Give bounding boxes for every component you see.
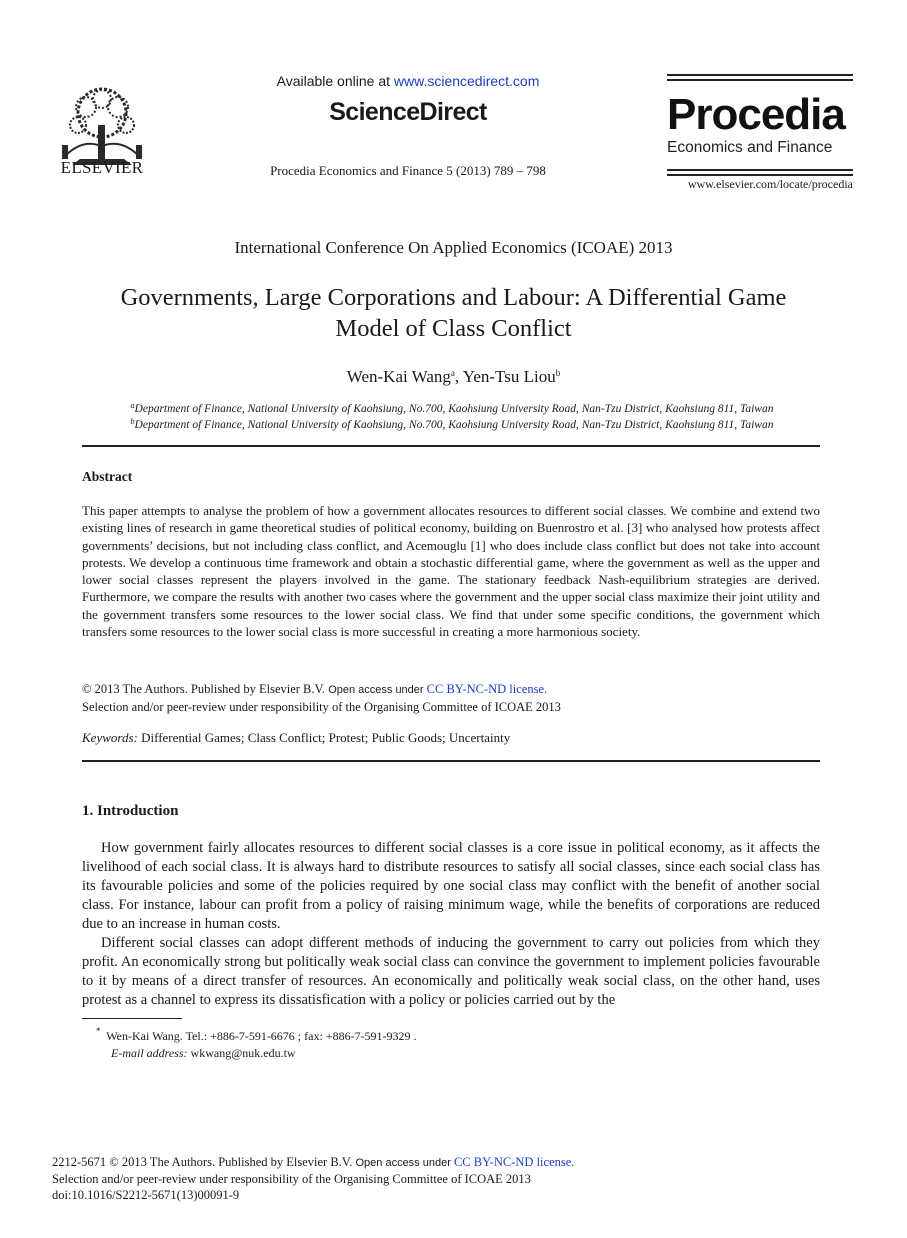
abstract-rule-bottom — [82, 760, 820, 762]
sciencedirect-link[interactable]: www.sciencedirect.com — [393, 73, 540, 89]
keywords — [82, 730, 820, 746]
author-name: Wen-Kai Wang — [346, 367, 451, 386]
footnote-marker: * — [96, 1026, 101, 1036]
copyright-text: © 2013 The Authors. Published by Elsevier B.V. — [82, 682, 329, 696]
affil-marker: a — [130, 401, 135, 410]
affil-text: Department of Finance, National University of Kaohsiung, No.700, Kaohsiung University Road, Nan-Tzu District, Kaohsiung 811, Taiwan — [134, 403, 774, 415]
keywords-list: Differential Games; Class Conflict; Protest; Public Goods; Uncertainty — [137, 730, 511, 745]
abstract-heading: Abstract — [82, 469, 133, 484]
email-label: E-mail address: — [111, 1046, 188, 1060]
author-affil-marker: b — [555, 368, 561, 378]
conference-name: International Conference On Applied Economics (ICOAE) 2013 — [234, 238, 673, 257]
affil-text: Department of Finance, National University of Kaohsiung, No.700, Kaohsiung University Road, Nan-Tzu District, Kaohsiung 811, Taiwan — [134, 419, 774, 431]
author-name: Yen-Tsu Liou — [462, 367, 556, 386]
sciencedirect-logo: ScienceDirect — [329, 98, 487, 126]
procedia-rule-bottom2 — [667, 174, 853, 176]
journal-url[interactable]: www.elsevier.com/locate/procedia — [687, 177, 853, 191]
license-link[interactable]: CC BY-NC-ND license. — [453, 1155, 575, 1169]
abstract-rule-top — [82, 445, 820, 447]
elsevier-wordmark: ELSEVIER — [60, 158, 144, 177]
available-online — [230, 73, 586, 89]
procedia-rule-top2 — [667, 79, 853, 81]
paragraph: How government fairly allocates resources to different social classes is a core issue in political economy, as it affects the livelihood of each social class. It is always hard to distribute resources to satisfy all social classes, since each social class has its favourable policies and some of the policies required by one social class may conflict with the benefit of another social class. For instance, labour can profit from a policy of raising minimum wage, while the benefits of corporations are reduced due to an increase in human costs. — [82, 840, 820, 932]
journal-reference: Procedia Economics and Finance 5 (2013) 789 – 798 — [270, 163, 546, 178]
footnote-email-line — [96, 1045, 816, 1062]
procedia-subtitle: Economics and Finance — [667, 139, 833, 156]
review-line: Selection and/or peer-review under responsibility of the Organising Committee of ICOAE 2013 — [82, 700, 561, 714]
issn-text: 2212-5671 © 2013 The Authors. Published by Elsevier B.V. — [52, 1155, 356, 1169]
review-line: Selection and/or peer-review under responsibility of the Organising Committee of ICOAE 2013 — [52, 1172, 531, 1186]
introduction-body — [82, 839, 820, 1010]
license-link[interactable]: CC BY-NC-ND license. — [426, 682, 548, 696]
title-line-2: Model of Class Conflict — [335, 315, 572, 342]
footnote-contact-line — [96, 1023, 816, 1045]
available-prefix: Available online at — [276, 73, 394, 89]
procedia-rule-bottom — [667, 169, 853, 171]
copyright-block — [82, 681, 820, 716]
open-access-text: Open access under — [328, 684, 427, 696]
title-line-1: Governments, Large Corporations and Labour: A Differential Game — [120, 284, 787, 311]
procedia-rule-top — [667, 74, 853, 76]
author-separator: , — [454, 367, 463, 386]
abstract-text: This paper attempts to analyse the problem of how a government allocates resources to different social classes. We combine and extend two existing lines of research in game theoretical studies of political economy, building on Buenrostro et al. [3] who analysed how protests affect governments’ decisions, but not including class conflict, and Acemouglu [1] who does include class conflict but does not take into account protests. We develop a continuous time framework and obtain a stochastic differential game, where the government as well as the upper and lower social classes represent the players involved in the game. The stationary feedback Nash-equilibrium strategies are derived. Furthermore, we compare the results with another two cases where the government and the upper social class maximize their joint utility and the government transfers some resources to the lower social class. We find that under some specific conditions, the government which transfers some resources to the lower social class is more successful in creating a more harmonious society. — [82, 503, 820, 640]
section-heading-introduction: 1. Introduction — [82, 803, 179, 819]
affiliation-b — [82, 417, 822, 431]
affil-marker: b — [130, 417, 135, 426]
publication-info — [52, 1154, 812, 1203]
open-access-text: Open access under — [355, 1157, 454, 1169]
copyright-line — [82, 681, 820, 699]
author-list — [0, 367, 907, 387]
issn-line — [52, 1154, 812, 1171]
keywords-label: Keywords: — [82, 730, 138, 745]
paper-title — [60, 282, 847, 344]
author-affil-marker: a — [450, 368, 455, 378]
procedia-logo — [667, 74, 853, 176]
affiliation-a — [82, 401, 822, 415]
footnote-rule — [82, 1018, 182, 1019]
paragraph: Different social classes can adopt different methods of inducing the government to carry out policies from which they profit. An economically strong but politically weak social class can convince the government to implement policies favourable to it by means of a direct transfer of resources. An economically and politically weak social class, on the other hand, uses protest as a channel to express its dissatisfication with a policy or policies carried out by the — [82, 935, 820, 1008]
corresponding-author-footnote — [96, 1023, 816, 1062]
doi[interactable]: doi:10.1016/S2212-5671(13)00091-9 — [52, 1188, 240, 1202]
footnote-contact: Wen-Kai Wang. Tel.: +886-7-591-6676 ; fax: +886-7-591-9329 . — [106, 1029, 417, 1043]
email-address[interactable]: wkwang@nuk.edu.tw — [187, 1046, 296, 1060]
procedia-wordmark: Procedia — [667, 90, 845, 139]
